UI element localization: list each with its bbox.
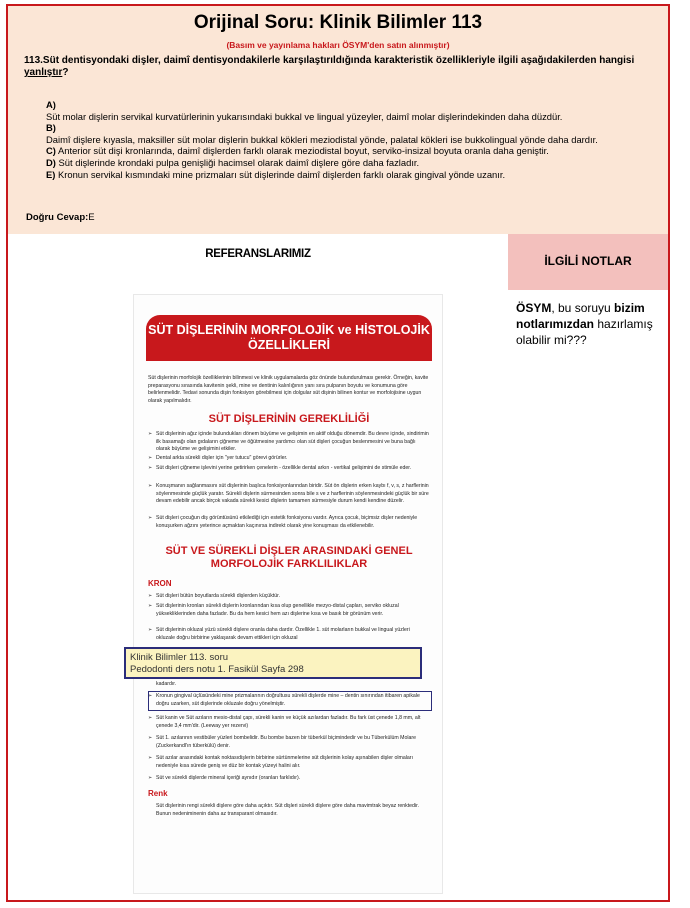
references-panel [8, 234, 508, 902]
question-underlined-word: yanlıştır [24, 67, 63, 78]
subsection-renk: Renk [148, 789, 168, 798]
section-heading-gereklilik: SÜT DİŞLERİNİN GEREKLİLİĞİ [208, 413, 370, 425]
option-a-letter: A) [46, 99, 56, 110]
answer-options [46, 99, 646, 180]
reference-callout [124, 647, 422, 679]
list-item: ➢ Süt kanin ve Süt azıların mesio-distal çapı, sürekli kanin ve küçük azılardan fazladır. Bu fark üst çenede 1,8 mm, alt çenede 3,4 mm'dir. (Leeway yer rezervi) [156, 715, 426, 730]
option-a [46, 99, 646, 122]
notes-bold-ours: bizim notlarımızdan [516, 301, 645, 331]
notes-part-2: hazırlamış olabilir mi??? [516, 317, 653, 347]
notes-panel [508, 234, 668, 902]
option-d [46, 157, 646, 169]
reference-document [130, 294, 443, 894]
option-c [46, 145, 646, 157]
callout-continuation: kadardır. [156, 681, 177, 687]
correct-answer-value: E [88, 212, 95, 223]
option-d-letter: D) [46, 156, 56, 168]
option-a-text: Süt molar dişlerin servikal kurvatürlerinin yukarısındaki bukkal ve lingual yüzeyler, daimî molar dişlerindekinden daha düzdür. [46, 110, 563, 122]
references-heading: REFERANSLARIMIZ [205, 248, 311, 260]
question-panel [8, 6, 668, 234]
copyright-notice: (Basım ve yayınlama hakları ÖSYM'den satın alınmıştır) [226, 40, 450, 50]
question-end: ? [62, 67, 69, 78]
list-item: ➢ Konuşmanın sağlanmasını süt dişlerinin başlıca fonksiyonlarından biridir. Süt ön dişlerin erken kaybı f, v, s, z harflerinin söylenmesinde güçlük yaratır. Sürekli dişlerin sürmesinden sonra bile s ve z harflerinin söylenmesindeki güçlük bir süre devam edebilir ancak birçok vakada sürekli kesici dişlerin tamamen sürmesiyle durum kendi kendine düzelir. [156, 483, 430, 506]
section-heading-farkliliklar: SÜT VE SÜREKLİ DİŞLER ARASINDAKİ GENEL MORFOLOJİK FARKLILIKLAR [165, 545, 413, 570]
question-stem: Süt dentisyondaki dişler, daimî dentisyondakilerle karşılaştırıldığında karakteristik özellikleriyle ilgili aşağıdakilerden hangisi [42, 55, 635, 66]
list-item: ➢ Süt ve sürekli dişlerde mineral içeriği aynıdır (oranları farklıdır). [156, 775, 430, 783]
question-text [24, 55, 644, 79]
notes-part-1: , bu soruyu [551, 301, 615, 315]
callout-line-2: Pedodonti ders notu 1. Fasikül Sayfa 298 [130, 664, 304, 675]
notes-text [516, 300, 664, 348]
option-e-letter: E) [46, 168, 56, 180]
option-b-text: Daimî dişlere kıyasla, maksiller süt molar dişlerin bukkal kökleri meziodistal yönde, palatal kökleri ise bukkolingual yönde daha dardır. [46, 133, 598, 145]
notes-bold-osym: ÖSYM [516, 301, 552, 315]
subsection-kron: KRON [148, 579, 172, 588]
option-c-text: Anterior süt dişi kronlarında, daimî dişlerden farklı olarak meziodistal boyut, serviko-insizal boyuta oranla daha geniştir. [58, 145, 549, 157]
correct-answer-label: Doğru Cevap: [26, 212, 89, 223]
list-item: ➢ Süt dişlerinin kronları sürekli dişlerin kronlarından kısa olup genellikle mezyo-distal çapları, serviko okluzal yüksekliklerinden daha fazladır. Bu da hem kesici hem azı dişlerine kısa ve basık bir görünüm verir. [156, 603, 430, 618]
list-item: ➢ Dental arkta sürekli dişler için "yer tutucu" görevi görürler. [156, 455, 430, 463]
question-number: 113. [24, 55, 43, 66]
correct-answer [26, 212, 95, 223]
option-e [46, 169, 646, 181]
list-item: ➢ Süt azılar arasındaki kontak noktasıdişlerin birbirine sürtünmelerine süt dişlerinin kolay aşınabilen dişler olmaları nedeniyle kısa sürede geniş ve düz bir kontak yüzeyi halini alır. [156, 755, 430, 770]
renk-text: Süt dişlerinin rengi sürekli dişlere göre daha açıktır. Süt dişleri sürekli dişlere göre daha mavimtrak beyaz renktedir. Bunun nedeniminenin daha az transparant olmasıdır. [156, 803, 419, 817]
option-e-text: Kronun servikal kısmındaki mine prizmaları süt dişlerinde daimî dişlerden farklı olarak gingival yönde uzanır. [57, 168, 506, 180]
callout-line-1: Klinik Bilimler 113. soru [130, 652, 229, 663]
page-title: Orijinal Soru: Klinik Bilimler 113 [193, 12, 483, 33]
notes-heading: İLGİLİ NOTLAR [544, 254, 632, 268]
option-c-letter: C) [46, 145, 56, 157]
option-b-letter: B) [46, 122, 56, 134]
list-item-highlighted: ➢ Kronun gingival üçlüsündeki mine prizmalarının doğrultusu sürekli dişlerde mine – dentin sınırından itibaren apikale doğru uzarken, süt dişlerinde okluzale doğru yönelmiştir. [156, 693, 426, 708]
option-d-text: Süt dişlerinde krondaki pulpa genişliği hacimsel olarak daimî dişlere göre daha fazladır. [58, 156, 420, 168]
option-b [46, 122, 646, 145]
list-item: ➢ Süt dişleri çiğneme işlevini yerine getirirken çenelerin - özellikle dental arkın - vertikal gelişimini de stimüle eder. [156, 465, 430, 473]
document-intro: Süt dişlerinin morfolojik özelliklerinin bilinmesi ve klinik uygulamalarda göz önünde bulundurulması gerekir. Örneğin, kavite preparasyonu sırasında kavitenin şekli, mine ve dentinin kalınlığının yanı sıra pulpanın boyutu ve konumuna göre belirlenmelidir. Tedavi sonunda dişin fonksiyon görebilmesi için dolgular süt dişinin bilinen kontur ve morfolojisine uygun olarak yapılmalıdır. [148, 375, 429, 404]
list-item: ➢ Süt dişlerinin okluzal yüzü sürekli dişlere oranla daha dardır. Özellikle 1. süt molarların bukkal ve lingual yüzleri okluzale doğru birbirine yaklaşarak devam ettikleri için okluzal [156, 627, 430, 642]
page-frame [6, 4, 670, 902]
list-item: ➢ Süt dişlerinin ağız içinde bulundukları dönem büyüme ve gelişimin en aktif olduğu dönemdir. Bu devre içinde, sindirimin ilk basamağı olan gıdaların çiğneme ve öğütmesine yardımcı olan süt dişleri çocuğun beslenmesini ve buna bağlı olarak büyüme ve gelişimini etkiler. [156, 431, 430, 454]
document-banner: SÜT DİŞLERİNİN MORFOLOJİK ve HİSTOLOJİK ÖZELLİKLERİ [146, 315, 432, 361]
notes-content [508, 290, 668, 902]
list-item: ➢ Süt 1. azılarının vestibüler yüzleri bombelidir. Bu bombe bazen bir tüberkül biçimindedir ve bu Tüberkülüm Molare (Zuckerkandl'ın tüberkülü) denir. [156, 735, 430, 750]
list-item: ➢ Süt dişleri bütün boyutlarda sürekli dişlerden küçüktür. [156, 593, 430, 601]
list-item: ➢ Süt dişleri çocuğun diş görüntüsünü etkilediği için estetik fonksiyonu vardır. Ayrıca çocuk, biçimsiz dişler nedeniyle konuşurken ağzını yeterince açmaktan kaçınırsa indirekt olarak yine konuşması da etkilenebilir. [156, 515, 430, 530]
